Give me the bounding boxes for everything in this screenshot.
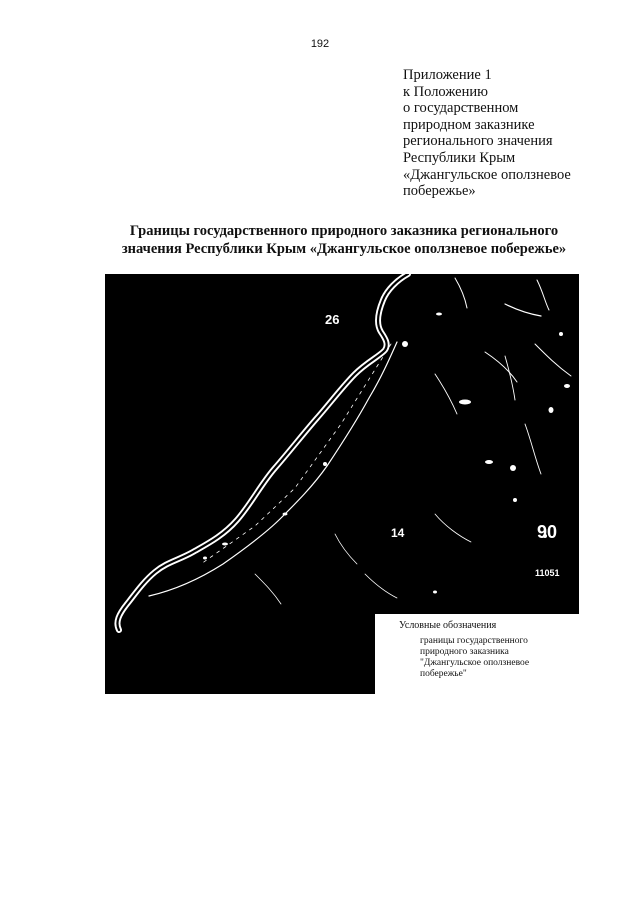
map-label-code: 11051 — [535, 568, 560, 578]
legend-line: границы государственного — [420, 636, 528, 646]
appendix-line: «Джангульское оползневое — [403, 166, 571, 183]
boundary-map — [105, 274, 579, 694]
legend-boundary-swatch — [375, 614, 401, 624]
coastline — [117, 274, 408, 630]
title-line: Границы государственного природного заказника регионального — [129, 223, 559, 239]
document-title — [98, 222, 590, 258]
appendix-line: природном заказнике — [403, 116, 535, 133]
appendix-line: Республики Крым — [403, 149, 516, 166]
map-label-14: 14 — [391, 526, 405, 540]
page-number: 192 — [310, 38, 330, 50]
legend-item-text — [420, 636, 575, 680]
appendix-line: о государственном — [403, 100, 519, 117]
appendix-line: регионального значения — [403, 133, 553, 150]
legend-title: Условные обозначения — [399, 620, 497, 631]
legend-line: "Джангульское оползневое — [420, 658, 530, 668]
legend-line: побережье" — [420, 669, 467, 679]
appendix-note — [403, 67, 623, 200]
title-line: значения Республики Крым «Джангульское оползневое побережье» — [121, 241, 567, 257]
map-legend — [375, 614, 579, 694]
appendix-line: Приложение 1 — [403, 67, 492, 83]
map-label-90: 90 — [537, 522, 558, 542]
appendix-line: побережье» — [403, 183, 476, 200]
map-label-26: 26 — [325, 312, 340, 327]
legend-line: природного заказника — [420, 647, 509, 657]
appendix-line: к Положению — [403, 83, 488, 100]
